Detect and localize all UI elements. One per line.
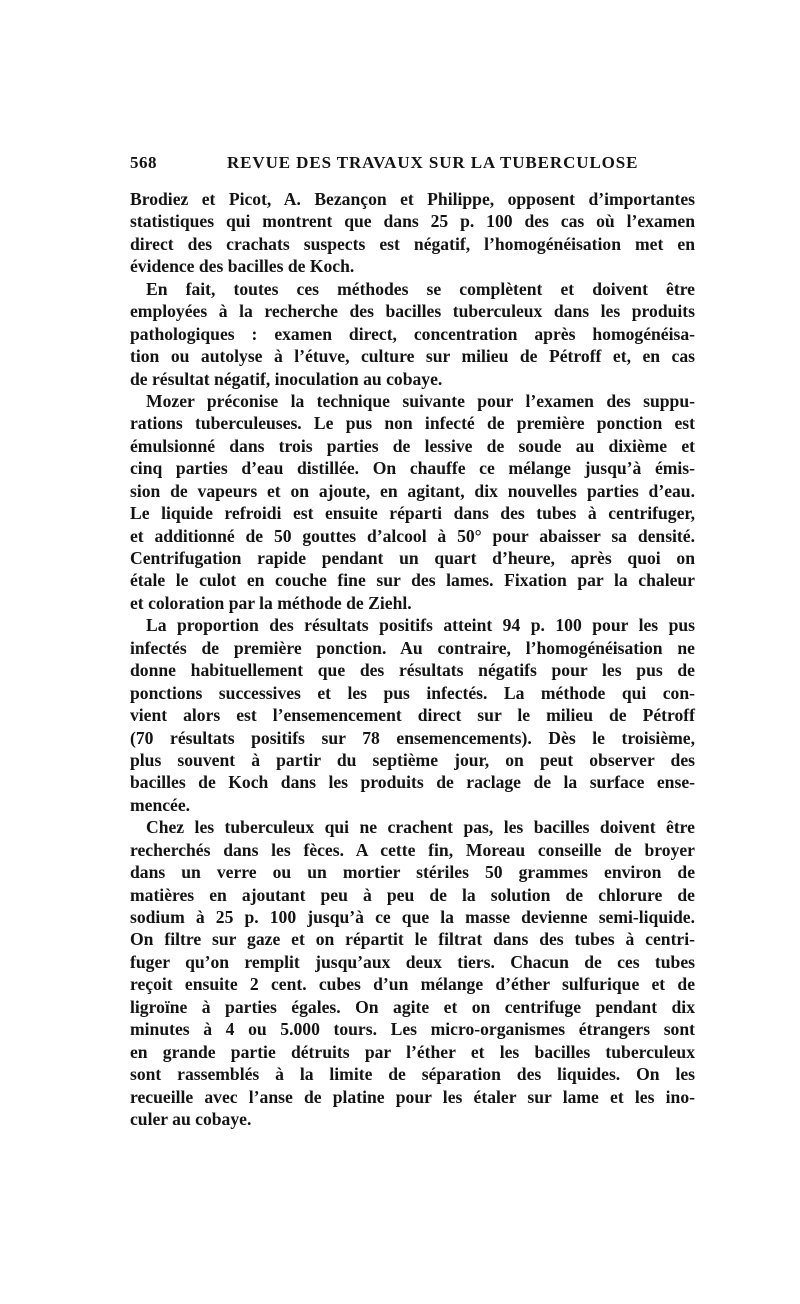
text-line: donne habituellement que des résultats négatifs pour les pus de [130,660,695,681]
text-line: Centrifugation rapide pendant un quart d’heure, après quoi on [130,548,695,568]
text-line: culer au cobaye. [130,1108,252,1129]
text-line: statistiques qui montrent que dans 25 p. 100 des cas où l’examen [130,211,695,232]
paragraph [130,390,695,614]
text-line: Chez les tuberculeux qui ne crachent pas, les bacilles doivent être [146,817,695,838]
text-line: On filtre sur gaze et on répartit le filtrat dans des tubes à centri- [130,929,695,950]
journal-title: REVUE DES TRAVAUX SUR LA TUBERCULOSE [227,153,639,172]
text-line: bacilles de Koch dans les produits de raclage de la surface ense- [130,772,695,793]
paragraph [130,278,695,390]
text-line: mencée. [130,794,191,815]
text-line: reçoit ensuite 2 cent. cubes d’un mélange d’éther sulfurique et de [130,974,695,995]
text-line: direct des crachats suspects est négatif, l’homogénéisation met en [130,233,695,254]
running-head [130,153,695,181]
text-line: plus souvent à partir du septième jour, on peut observer des [130,749,695,770]
text-line: (70 résultats positifs sur 78 ensemencements). Dès le troisième, [130,727,695,748]
text-line: de résultat négatif, inoculation au cobaye. [130,368,443,389]
text-line: Mozer préconise la technique suivante pour l’examen des suppu- [146,390,695,411]
paragraph [130,816,695,1130]
text-line: ponctions successives et les pus infectés. La méthode qui con- [130,682,695,703]
text-line: sodium à 25 p. 100 jusqu’à ce que la masse devienne semi-liquide. [130,907,695,927]
text-line: et additionné de 50 gouttes d’alcool à 50° pour abaisser sa densité. [130,525,695,546]
text-line: La proportion des résultats positifs atteint 94 p. 100 pour les pus [146,615,695,636]
text-line: sont rassemblés à la limite de séparation des liquides. On les [130,1064,695,1085]
text-line: émulsionné dans trois parties de lessive de soude au dixième et [130,435,695,456]
text-line: vient alors est l’ensemencement direct sur le milieu de Pétroff [130,705,695,726]
text-line: infectés de première ponction. Au contraire, l’homogénéisation ne [130,637,695,658]
text-line: fuger qu’on remplit jusqu’aux deux tiers. Chacun de ces tubes [130,951,695,972]
text-line: recueille avec l’anse de platine pour les étaler sur lame et les ino- [130,1086,695,1107]
text-line: évidence des bacilles de Koch. [130,256,355,277]
paragraph [130,188,695,278]
text-line: en grande partie détruits par l’éther et les bacilles tuberculeux [130,1041,695,1062]
paragraph [130,614,695,816]
text-line: matières en ajoutant peu à peu de la solution de chlorure de [130,884,695,905]
page-number: 568 [130,153,157,172]
text-line: cinq parties d’eau distillée. On chauffe ce mélange jusqu’à émis- [130,458,695,479]
text-line: minutes à 4 ou 5.000 tours. Les micro-organismes étrangers sont [130,1019,695,1040]
text-line: Brodiez et Picot, A. Bezançon et Philippe, opposent d’importantes [130,189,695,209]
text-line: dans un verre ou un mortier stériles 50 grammes environ de [130,862,695,883]
text-line: recherchés dans les fèces. A cette fin, Moreau conseille de broyer [130,839,695,860]
text-line: étale le culot en couche fine sur des lames. Fixation par la chaleur [130,570,695,591]
article-body [130,188,695,1130]
text-line: ligroïne à parties égales. On agite et on centrifuge pendant dix [130,996,695,1017]
text-line: sion de vapeurs et on ajoute, en agitant, dix nouvelles parties d’eau. [130,480,695,501]
text-line: et coloration par la méthode de Ziehl. [130,592,412,613]
text-line: employées à la recherche des bacilles tuberculeux dans les produits [130,301,695,322]
text-line: pathologiques : examen direct, concentration après homogénéisa- [130,323,695,344]
text-line: rations tuberculeuses. Le pus non infecté de première ponction est [130,413,695,434]
text-line: En fait, toutes ces méthodes se complètent et doivent être [146,278,695,299]
text-line: tion ou autolyse à l’étuve, culture sur milieu de Pétroff et, en cas [130,346,695,367]
text-line: Le liquide refroidi est ensuite réparti dans des tubes à centrifuger, [130,503,695,524]
